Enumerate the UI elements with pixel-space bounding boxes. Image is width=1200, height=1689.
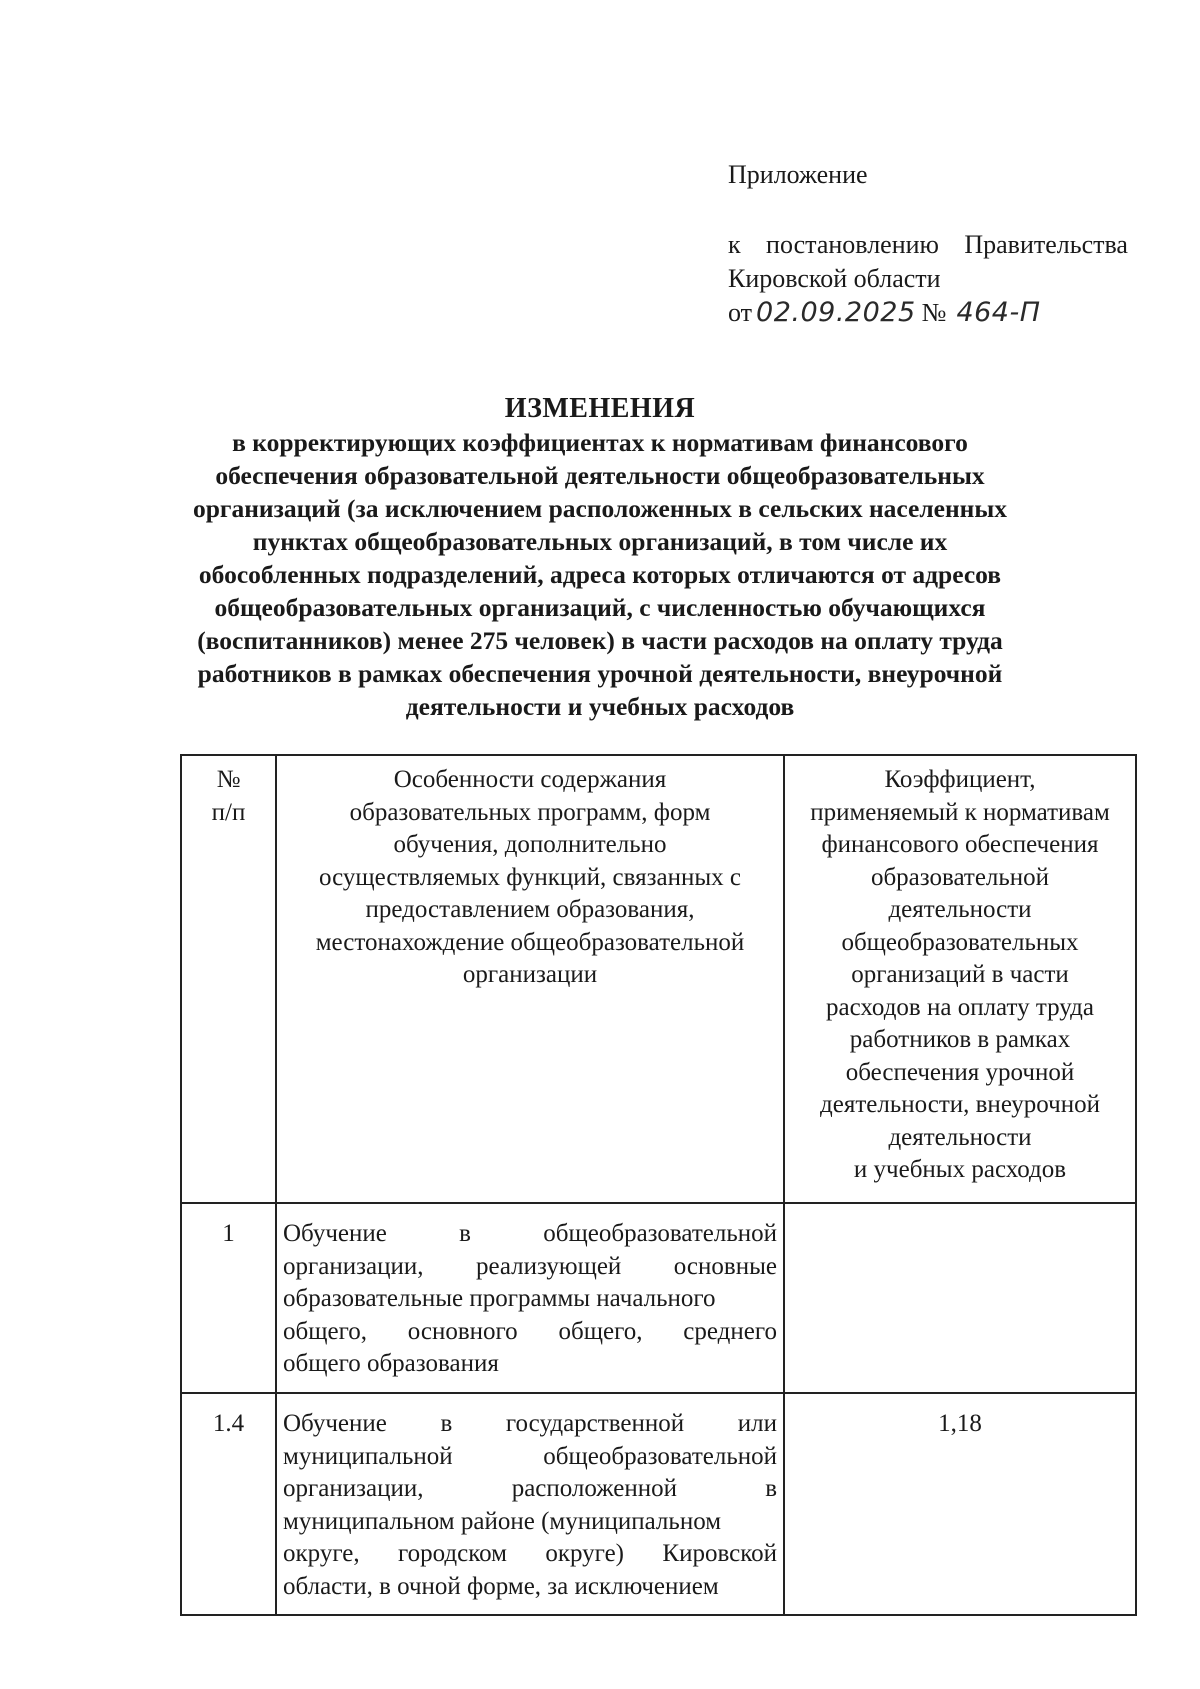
subtitle-line: в корректирующих коэффициентах к нормативам финансового — [232, 428, 968, 457]
word: муниципальном районе (муниципальном — [283, 1507, 722, 1535]
header-text: применяемый к нормативам — [810, 798, 1110, 826]
word: реализующей — [475, 1252, 622, 1280]
description-line — [283, 1473, 777, 1506]
word: общего образования — [283, 1350, 499, 1377]
number-sign: № — [921, 298, 947, 327]
handwritten-date: 02.09.2025 — [756, 297, 916, 328]
appendix-ref-line — [728, 228, 1128, 262]
word: Обучение — [283, 1220, 387, 1247]
coefficients-table — [180, 754, 1137, 1616]
word: округе) — [545, 1540, 624, 1567]
word: основные — [673, 1252, 777, 1280]
table-header-row — [182, 756, 1135, 1204]
header-text: деятельности — [888, 1123, 1032, 1151]
header-text: п/п — [211, 798, 246, 826]
header-text: образовательных программ, форм — [349, 798, 711, 826]
word: организации, — [283, 1252, 424, 1280]
description-line — [283, 1251, 777, 1284]
row-coefficient-cell — [785, 1204, 1135, 1392]
subtitle-line: обеспечения образовательной деятельности общеобразовательных — [215, 461, 985, 490]
word: Обучение — [283, 1410, 387, 1437]
description-line — [283, 1218, 777, 1251]
subtitle-line: пунктах общеобразовательных организаций, в том числе их — [252, 527, 948, 556]
handwritten-number: 464-П — [956, 297, 1041, 328]
appendix-title: Приложение — [728, 160, 868, 189]
word: образовательные программы начального — [283, 1285, 716, 1312]
document-heading: ИЗМЕНЕНИЯ — [504, 393, 696, 424]
header-text: № — [216, 766, 241, 793]
description-line — [283, 1408, 777, 1441]
header-text: работников в рамках — [849, 1026, 1071, 1053]
row-description-cell — [277, 1394, 785, 1614]
appendix-region: Кировской области — [728, 264, 941, 293]
appendix-ref-word: Правительства — [964, 230, 1128, 259]
header-text: и учебных расходов — [853, 1156, 1067, 1183]
word: расположенной — [511, 1475, 677, 1502]
word: общего, — [558, 1317, 643, 1345]
header-text: общеобразовательных — [841, 928, 1079, 956]
header-text: деятельности — [888, 896, 1032, 923]
word: общеобразовательной — [543, 1220, 777, 1247]
header-coefficient-cell — [785, 756, 1135, 1202]
description-line — [283, 1316, 777, 1349]
header-text: расходов на оплату труда — [826, 993, 1094, 1021]
document-title-block — [150, 392, 1050, 723]
word: общего, — [283, 1317, 367, 1345]
description-line — [283, 1506, 777, 1539]
header-text: организации — [462, 961, 598, 988]
word: Кировской — [662, 1540, 777, 1567]
word: или — [737, 1410, 777, 1437]
appendix-date-line — [728, 296, 1168, 330]
header-text: образовательной — [870, 863, 1050, 891]
word: муниципальной — [283, 1442, 453, 1470]
word: округе, — [283, 1540, 360, 1567]
appendix-block — [728, 158, 1168, 330]
word: организации, — [283, 1475, 424, 1502]
table-row — [182, 1204, 1135, 1394]
word: в — [440, 1410, 453, 1437]
word: основного — [407, 1317, 518, 1345]
date-prefix: от — [728, 298, 753, 327]
word: в — [765, 1475, 777, 1502]
word: городском — [397, 1540, 507, 1567]
description-line — [283, 1538, 777, 1571]
appendix-ref-word: постановлению — [766, 230, 939, 259]
header-features-cell — [277, 756, 785, 1202]
row-number-cell: 1 — [182, 1204, 277, 1392]
header-number-cell — [182, 756, 277, 1202]
header-text: обеспечения урочной — [845, 1058, 1075, 1086]
word: в — [459, 1220, 471, 1247]
header-text: обучения, дополнительно — [393, 831, 667, 858]
row-description-cell — [277, 1204, 785, 1392]
header-text: предоставлением образования, — [365, 896, 695, 923]
header-text: осуществляемых функций, связанных с — [319, 863, 741, 891]
header-text: Коэффициент, — [884, 766, 1036, 793]
word: области, в очной форме, за исключением — [283, 1572, 719, 1600]
row-coefficient-cell: 1,18 — [938, 1410, 982, 1437]
header-text: Особенности содержания — [393, 766, 667, 793]
word: среднего — [683, 1317, 777, 1345]
subtitle-line: обособленных подразделений, адреса которых отличаются от адресов — [198, 560, 1002, 589]
description-line — [283, 1571, 777, 1604]
header-text: местонахождение общеобразовательной — [315, 928, 745, 956]
header-text: деятельности, внеурочной — [820, 1091, 1100, 1118]
subtitle-line: общеобразовательных организаций, с численностью обучающихся — [214, 593, 986, 622]
row-number-cell: 1.4 — [182, 1394, 277, 1614]
description-line — [283, 1348, 777, 1381]
subtitle-line: деятельности и учебных расходов — [405, 692, 795, 721]
header-text: организаций в части — [851, 961, 1069, 988]
description-line — [283, 1441, 777, 1474]
word: государственной — [505, 1410, 685, 1437]
subtitle-line: организаций (за исключением расположенных в сельских населенных — [192, 494, 1008, 523]
header-text: финансового обеспечения — [821, 831, 1099, 858]
subtitle-line: работников в рамках обеспечения урочной деятельности, внеурочной — [197, 659, 1003, 688]
subtitle-line: (воспитанников) менее 275 человек) в части расходов на оплату труда — [197, 626, 1003, 655]
description-line — [283, 1283, 777, 1316]
word: общеобразовательной — [543, 1442, 777, 1470]
table-row — [182, 1394, 1135, 1614]
appendix-ref-word: к — [728, 230, 741, 259]
